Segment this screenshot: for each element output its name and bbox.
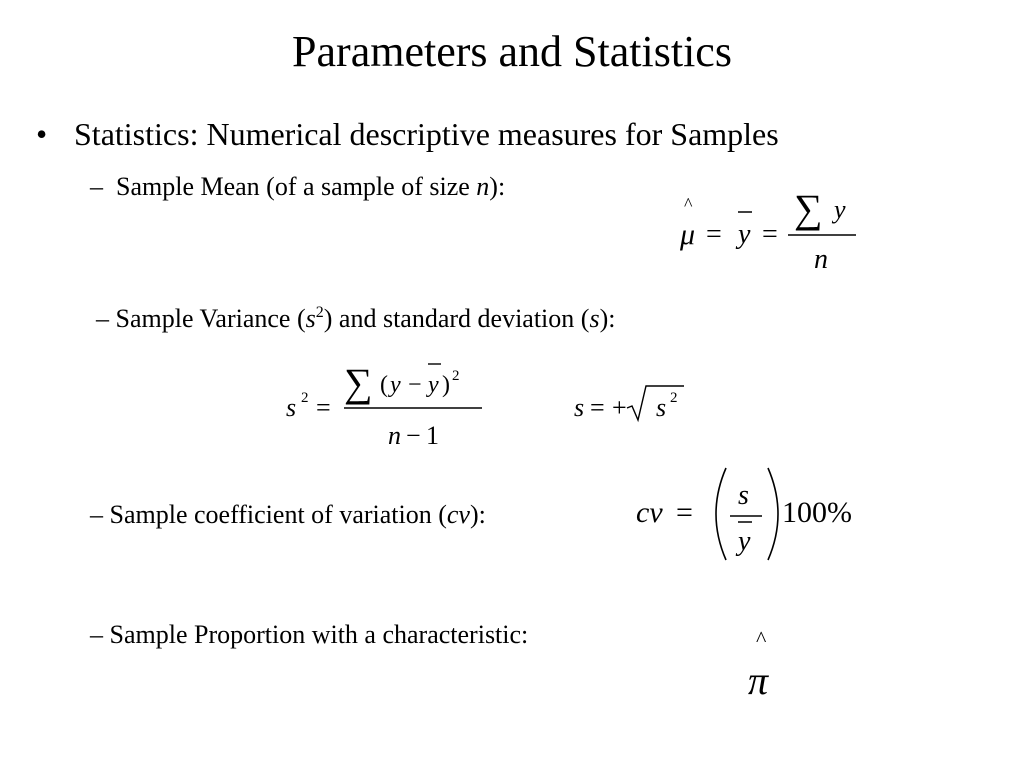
cv-formula [634, 462, 884, 566]
left-paren [716, 468, 726, 560]
y-bar-var: y [428, 372, 439, 398]
right-paren [768, 468, 778, 560]
proportion-text: – Sample Proportion with a characteristic: [90, 620, 529, 649]
sample-variance-text: – Sample Variance ( [96, 304, 306, 333]
main-bullet [36, 112, 779, 156]
cv-text-end: ): [469, 500, 486, 529]
cv-text: – Sample coefficient of variation ( [90, 500, 447, 529]
sample-mean-item [90, 170, 505, 204]
sample-size-var: n [476, 172, 490, 201]
dash-marker: – [90, 172, 103, 201]
equals-sign: = [706, 219, 722, 250]
s-var: s [286, 393, 297, 422]
sample-variance-text-mid: ) and standard deviation ( [323, 304, 590, 333]
sample-variance-formula [284, 356, 494, 456]
sample-mean-formula [670, 180, 870, 280]
s-var: s [574, 393, 585, 422]
cv-var: cv [636, 496, 663, 529]
equals-sign: = [762, 219, 778, 250]
mu-symbol: μ [680, 218, 696, 251]
minus-sign: − [406, 421, 421, 450]
pi-symbol: π [748, 658, 769, 703]
y-bar-var: y [738, 219, 751, 250]
percent-value: 100% [782, 496, 852, 529]
cv-item [90, 498, 486, 532]
equals-sign: = [590, 393, 605, 422]
equals-sign: = [316, 393, 331, 422]
sigma-symbol: ∑ [794, 186, 823, 231]
sample-mean-text: Sample Mean (of a sample of size [116, 172, 477, 201]
superscript-2: 2 [315, 304, 324, 321]
sample-variance-item [96, 302, 615, 336]
superscript-2: 2 [670, 390, 678, 406]
sum-y-var: y [834, 195, 846, 224]
hat-accent: ^ [756, 626, 767, 651]
plus-sign: + [612, 393, 627, 422]
left-paren: ( [380, 372, 388, 398]
sigma-symbol: ∑ [344, 360, 373, 405]
y-bar-var: y [738, 526, 751, 557]
minus-sign: − [408, 372, 422, 398]
right-paren: ) [442, 372, 450, 398]
sample-mean-text-end: ): [489, 172, 506, 201]
std-deviation-formula [572, 380, 692, 430]
s-var: s [305, 304, 316, 333]
superscript-2: 2 [452, 368, 460, 384]
denominator-n: n [388, 421, 401, 450]
slide-title: Parameters and Statistics [292, 27, 732, 76]
equals-sign: = [676, 496, 693, 529]
y-var: y [390, 372, 401, 398]
hat-accent: ^ [684, 194, 693, 214]
denominator-n: n [814, 244, 828, 275]
proportion-item [90, 618, 528, 652]
proportion-formula [744, 620, 794, 703]
s-var: s [656, 393, 667, 422]
s-var: s [589, 304, 600, 333]
main-bullet-text: Statistics: Numerical descriptive measures for Samples [74, 116, 779, 152]
bullet-marker: • [36, 116, 48, 152]
sample-variance-text-end: ): [599, 304, 616, 333]
numerator-s: s [738, 480, 749, 511]
denominator-one: 1 [426, 421, 439, 450]
cv-var: cv [446, 500, 470, 529]
superscript-2: 2 [301, 390, 309, 406]
